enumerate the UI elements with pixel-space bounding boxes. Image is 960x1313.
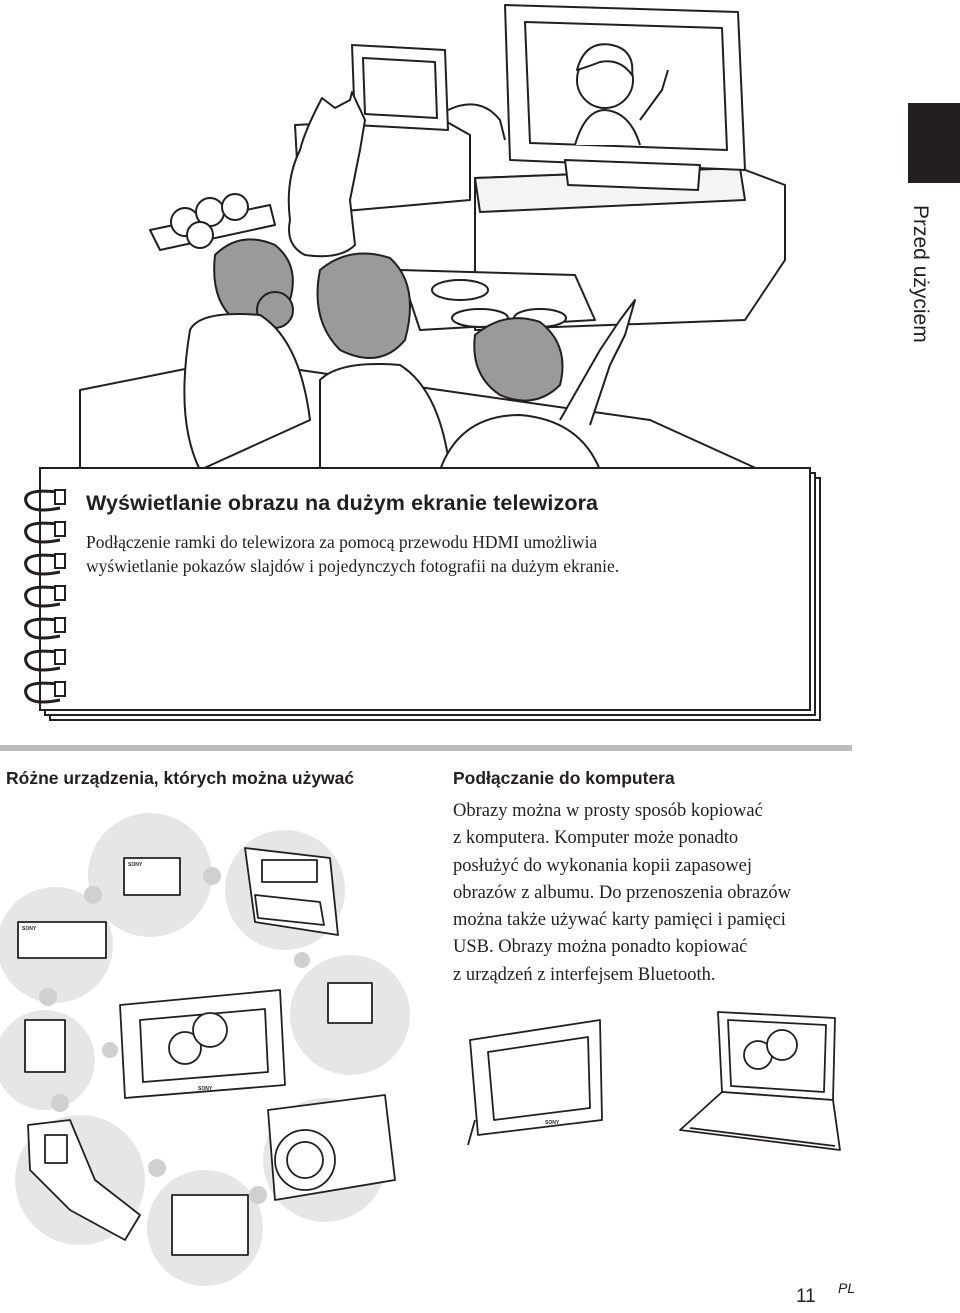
notebook-title: Wyświetlanie obrazu na dużym ekranie telewizora (86, 491, 599, 515)
computer-line: z komputera. Komputer może ponadto (453, 828, 739, 849)
computer-line: z urządzeń z interfejsem Bluetooth. (453, 964, 716, 985)
brand-label: SONY (545, 1120, 560, 1126)
computer-line: obrazów z albumu. Do przenoszenia obrazów (453, 882, 792, 903)
computer-line: USB. Obrazy można ponadto kopiować (453, 937, 748, 958)
computer-line: Obrazy można w prosty sposób kopiować (453, 801, 763, 821)
notebook-line: wyświetlanie pokazów slajdów i pojedynczych fotografii na dużym ekranie. (86, 556, 620, 576)
computer-line: posłużyć do wykonania kopii zapasowej (453, 855, 753, 876)
notebook-line: Podłączenie ramki do telewizora za pomocą przewodu HDMI umożliwia (86, 532, 598, 552)
brand-label: SONY (128, 862, 143, 868)
section-tab-text: Przed użyciem (909, 205, 932, 343)
page-number: 11 (796, 1286, 816, 1307)
devices-heading: Różne urządzenia, których można używać (6, 768, 355, 788)
page-language: PL (838, 1280, 856, 1296)
brand-label: SONY (198, 1086, 213, 1092)
computer-line: można także używać karty pamięci i pamięci (453, 910, 786, 931)
computer-heading: Podłączanie do komputera (453, 768, 675, 788)
brand-label: SONY (22, 926, 37, 932)
